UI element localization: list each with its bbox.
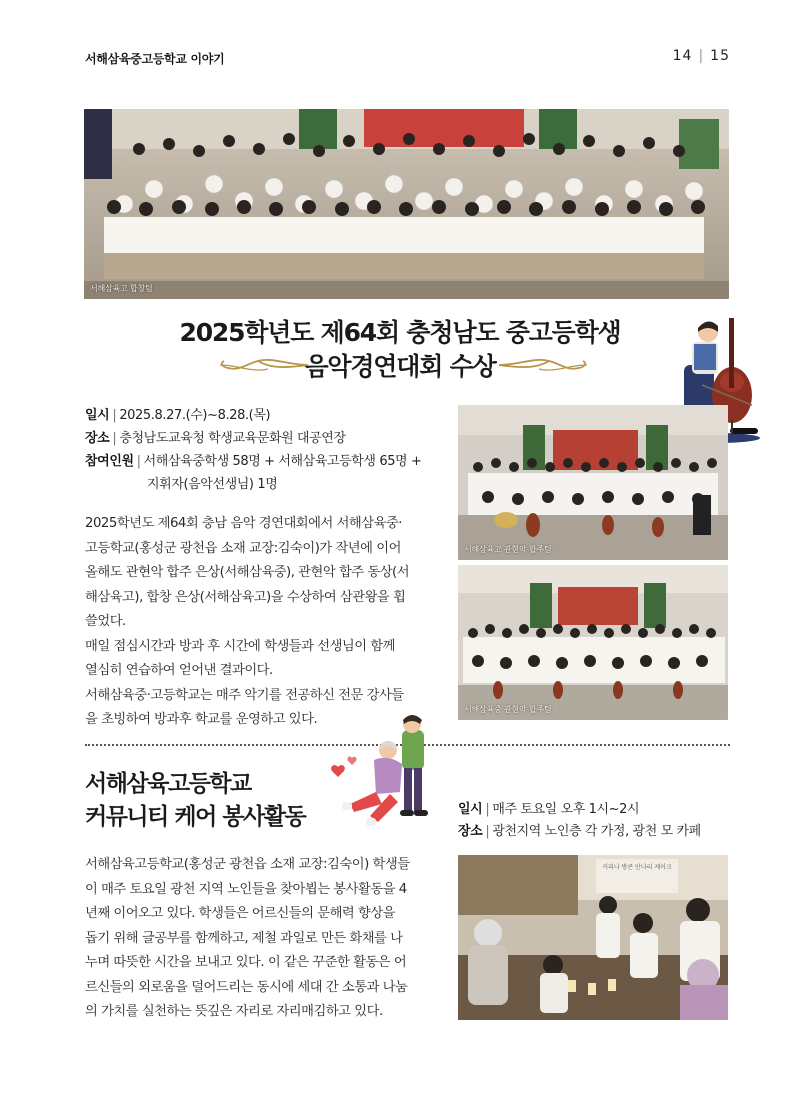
choir-photo-caption: 서해삼육고 합창팀 (90, 284, 153, 293)
cafe-volunteer-photo (458, 855, 728, 1020)
date-label: 일시 (85, 408, 110, 423)
section1-line: 매일 점심시간과 방과 후 시간에 학생들과 선생님이 함께 (85, 638, 396, 654)
place-value: 충청남도교육청 학생교육문화원 대공연장 (119, 431, 346, 446)
section1-paragraph (85, 512, 447, 733)
orchestra-photo-high (458, 405, 728, 560)
ornament-right-icon (497, 355, 589, 375)
section2-place-row: 장소 | 광천지역 노인층 각 가정, 광천 모 카페 (458, 824, 701, 839)
section2-line: 년째 이어오고 있다. 학생들은 어르신들의 문해력 향상을 (85, 906, 396, 921)
section1-line: 2025학년도 제64회 충남 음악 경연대회에서 서해삼육중· (85, 516, 403, 531)
orchestra-photo-middle (458, 565, 728, 720)
section1-date-row: 일시 | 2025.8.27.(수)~8.28.(목) (85, 408, 271, 423)
page-numbers (673, 48, 730, 64)
section1-members-row: 참여인원 | 서해삼육중학생 58명 + 서해삼육고등학생 65명 + (85, 454, 422, 469)
section2-date-label: 일시 (458, 802, 483, 817)
choir-photo (84, 109, 729, 299)
section2-date-row: 일시 | 매주 토요일 오후 1시~2시 (458, 802, 640, 817)
section1-line: 을 초빙하여 방과후 학교를 운영하고 있다. (85, 712, 318, 727)
section2-paragraph (85, 853, 447, 1025)
section2-line: 누며 따뜻한 시간을 보내고 있다. 이 같은 꾸준한 활동은 어 (85, 955, 407, 970)
orchestra-photo-high-caption: 서해삼육고 관현악 합주팀 (464, 545, 552, 554)
section2-line: 르신들의 외로움을 덜어드리는 동시에 세대 간 소통과 나눔 (85, 979, 408, 995)
section1-title-line2: 음악경연대회 수상 (304, 352, 496, 381)
page-number-left: 14 (672, 48, 693, 64)
cafe-sign-text: 커피나 방콘 안나리 케이크 (602, 864, 672, 871)
orchestra-photo-middle-illustration (458, 565, 728, 720)
section2-line: 돕기 위해 글공부를 함께하고, 제철 과일로 만든 화채를 나 (85, 930, 403, 946)
place-label: 장소 (85, 431, 110, 446)
page-number-right: 15 (710, 48, 730, 64)
orchestra-photo-middle-caption: 서해삼육중 관현악 합주팀 (464, 705, 552, 714)
section1-title-line1: 2025학년도 제64회 충청남도 중고등학생 (179, 318, 621, 347)
section2-line: 서해삼육고등학교(홍성군 광천읍 소재 교장:김숙이) 학생들 (85, 857, 410, 872)
section1-line: 서해삼육중·고등학교는 매주 악기를 전공하신 전문 강사들 (85, 687, 404, 703)
section2-date-value: 매주 토요일 오후 1시~2시 (492, 802, 640, 817)
members-label: 참여인원 (85, 454, 134, 469)
page-separator: | (698, 48, 705, 64)
heart-icon (347, 757, 356, 765)
section2-line: 의 가치를 실천하는 뜻깊은 자리로 자리매김하고 있다. (85, 1004, 383, 1019)
section1-line: 올해도 관현악 합주 은상(서해삼육중), 관현악 합주 동상(서 (85, 565, 410, 580)
section2-place-value: 광천지역 노인층 각 가정, 광천 모 카페 (492, 824, 701, 839)
section1-line: 쓸었다. (85, 614, 126, 629)
orchestra-photo-high-illustration (458, 405, 728, 560)
section2-title-line2: 커뮤니티 케어 봉사활동 (85, 804, 306, 830)
choir-photo-illustration (84, 109, 729, 299)
members-value-line2: 지휘자(음악선생님) 1명 (147, 477, 278, 492)
section2-place-label: 장소 (458, 824, 483, 839)
cafe-photo-illustration (458, 855, 728, 1020)
section1-line: 고등학교(홍성군 광천읍 소재 교장:김숙이)가 작년에 이어 (85, 540, 401, 556)
members-value-line1: 서해삼육중학생 58명 + 서해삼육고등학생 65명 + (143, 454, 422, 469)
section2-title (85, 768, 305, 834)
section2-line: 이 매주 토요일 광천 지역 노인들을 찾아뵙는 봉사활동을 4 (85, 881, 407, 897)
volunteer-illustration (330, 712, 445, 830)
section1-line: 열심히 연습하여 얻어낸 결과이다. (85, 663, 273, 678)
heart-icon (331, 765, 345, 777)
section1-place-row: 장소 | 충청남도교육청 학생교육문화원 대공연장 (85, 431, 346, 446)
section1-line: 해삼육고), 합창 은상(서해삼육고)을 수상하여 삼관왕을 휩 (85, 589, 406, 605)
date-value: 2025.8.27.(수)~8.28.(목) (119, 408, 271, 423)
running-header-title: 서해삼육중고등학교 이야기 (85, 52, 225, 66)
ornament-left-icon (218, 355, 310, 375)
section2-title-line1: 서해삼육고등학교 (85, 771, 251, 797)
